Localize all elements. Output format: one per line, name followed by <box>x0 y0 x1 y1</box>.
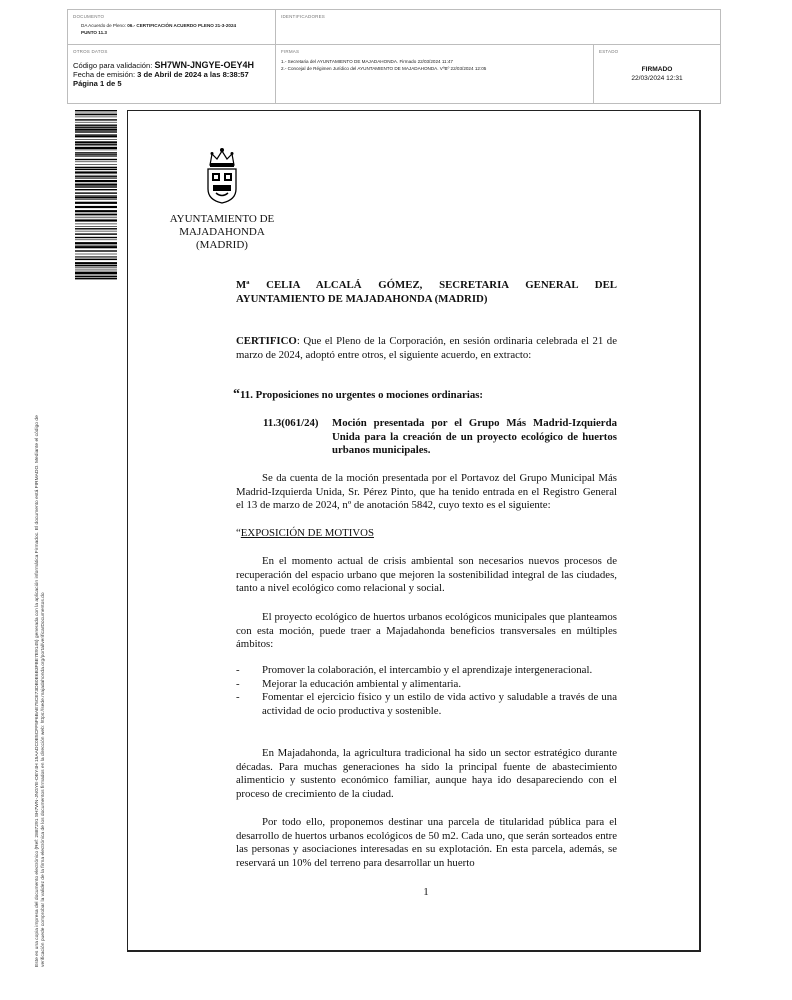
documento-label: DOCUMENTO <box>73 14 105 19</box>
list-item-text: Fomentar el ejercicio físico y un estilo de vida activo y saludable a través de una actividad de ocio productiva y sostenible. <box>262 691 617 717</box>
list-dash: - <box>236 691 240 704</box>
otros-datos-cell <box>68 45 276 103</box>
certifico-text: : Que el Pleno de la Corporación, en sesión ordinaria celebrada el 21 de marzo de 2024, adoptó entre otros, el siguiente acuerdo, en extracto: <box>236 335 617 361</box>
paragraph-4: En Majadahonda, la agricultura tradicional ha sido un sector estratégico durante décadas. Para muchas generaciones ha sido la principal fuente de abastecimiento alimenticio y sustento económico familiar, aunque haya ido desapareciendo con el proceso de crecimiento de la ciudad. <box>236 747 617 800</box>
list-dash: - <box>236 677 240 690</box>
list-item-text: Promover la colaboración, el intercambio y el aprendizaje intergeneracional. <box>262 664 593 676</box>
emision-label: Fecha de emisión: <box>73 69 138 79</box>
documento-type: DA Acuerdo de Pleno: <box>81 23 128 28</box>
list-dash: - <box>236 664 240 676</box>
firma-1: 1.- Secretaria del AYUNTAMIENTO DE MAJADAHONDA. Firmado 22/03/2024 11:47 <box>281 59 453 64</box>
paragraph-3: El proyecto ecológico de huertos urbanos ecológicos municipales que planteamos con esta moción, puede traer a Majadahonda beneficios transversales en múltiples ámbitos: <box>236 611 617 651</box>
documento-cell <box>68 10 276 45</box>
estado-value: FIRMADO <box>641 66 673 73</box>
coat-of-arms-icon <box>200 145 244 205</box>
documento-text <box>81 23 236 36</box>
estado-cell <box>594 45 720 103</box>
list-item <box>236 678 617 692</box>
page-number: 1 <box>423 886 429 898</box>
paragraph-2: En el momento actual de crisis ambiental son necesarios nuevos procesos de recuperación del espacio urbano que mejoren la sostenibilidad integral de las ciudades, tanto a nivel ecológico como relacional y social. <box>236 555 617 595</box>
otros-datos-block <box>73 61 254 88</box>
firma-2: 2.- Concejal de Régimen Jurídico del AYUNTAMIENTO DE MAJADAHONDA. VºBº 22/03/2024 12:05 <box>281 65 487 71</box>
documento-title: 06.- CERTIFICACIÓN ACUERDO PLENO 21-3-2024 <box>127 23 237 28</box>
paragraph-5: Por todo ello, proponemos destinar una parcela de titularidad pública para el desarrollo de huertos urbanos ecológicos de 50 m2. Cada uno, que serán sorteados entre las personas y asociaciones interesadas en su explotación. En esta parcela, además, se reservará un 10% del terreno para desarrollar un huerto <box>236 816 617 869</box>
pagina-indicator: Página 1 de 5 <box>73 78 122 88</box>
section-11-heading <box>233 388 614 403</box>
letterhead-line-3: (MADRID) <box>196 239 248 251</box>
mocion-number: 11.3(061/24) <box>263 417 319 429</box>
list-item <box>236 691 617 718</box>
firmas-label: FIRMAS <box>281 49 300 54</box>
barcode-icon <box>75 110 117 280</box>
exposicion-title: EXPOSICIÓN DE MOTIVOS <box>240 527 374 539</box>
letterhead-line-1: AYUNTAMIENTO DE <box>169 213 275 225</box>
paragraph-1: Se da cuenta de la moción presentada por el Portavoz del Grupo Municipal Más Madrid-Izquierda Unida, Sr. Pérez Pinto, que ha tenido entrada en el Registro General el 13 de marzo de 2024, nº de anotación 5842, cuyo texto es el siguiente: <box>236 472 617 512</box>
verification-line-1: Este es una copia impresa del documento electrónico (Ref: 2887291 SH7WN-JNGYE-OEY4H 15AADC0E5CFF5F6BAE75CE73DB0E6B3FBE7E9145) generada con la aplicación informática Firmadoc. El documento está FIRMADO. Mediante el código de <box>35 415 40 967</box>
letterhead-line-2: MAJADAHONDA <box>179 226 265 238</box>
exposicion-quote: “ <box>236 527 241 539</box>
identificadores-label: IDENTIFICADORES <box>281 14 326 19</box>
identificadores-cell <box>276 10 720 45</box>
certifico-label: CERTIFICO <box>236 335 297 347</box>
estado-block <box>594 66 720 83</box>
verification-margin-text <box>35 292 47 967</box>
list-item-text: Mejorar la educación ambiental y alimentaria. <box>262 677 462 690</box>
document-title: Mª CELIA ALCALÁ GÓMEZ, SECRETARIA GENERAL DEL AYUNTAMIENTO DE MAJADAHONDA (MADRID) <box>236 279 617 305</box>
documento-punto: PUNTO 11.3 <box>81 29 107 35</box>
otros-datos-label: OTROS DATOS <box>73 49 108 54</box>
mocion-title: Moción presentada por el Grupo Más Madrid-Izquierda Unida para la creación de un proyecto ecológico de huertos urbanos municipales. <box>332 417 617 457</box>
codigo-validacion: SH7WN-JNGYE-OEY4H <box>154 60 255 70</box>
ayuntamiento-letterhead <box>160 213 284 252</box>
estado-fecha: 22/03/2024 12:31 <box>631 74 683 82</box>
benefits-list <box>236 664 617 718</box>
emision-fecha: 3 de Abril de 2024 a las 8:38:57 <box>137 69 249 79</box>
opening-quote: “ <box>233 387 240 402</box>
estado-label: ESTADO <box>599 49 619 54</box>
section-11-text: 11. Proposiciones no urgentes o mociones ordinarias: <box>240 389 484 401</box>
list-item <box>236 664 617 678</box>
verification-line-2: verificación puede comprobar la validez de la firma electrónica de los documentos firmados en la dirección web: https://sede.majadahonda.org/portal/verificarDocumentos.do <box>41 592 46 967</box>
firmas-cell <box>276 45 594 103</box>
document-header-table <box>67 9 721 104</box>
firmas-list <box>281 59 486 72</box>
codigo-label: Código para validación: <box>73 61 155 70</box>
exposicion-heading <box>236 527 617 541</box>
certifico-paragraph <box>236 335 617 362</box>
